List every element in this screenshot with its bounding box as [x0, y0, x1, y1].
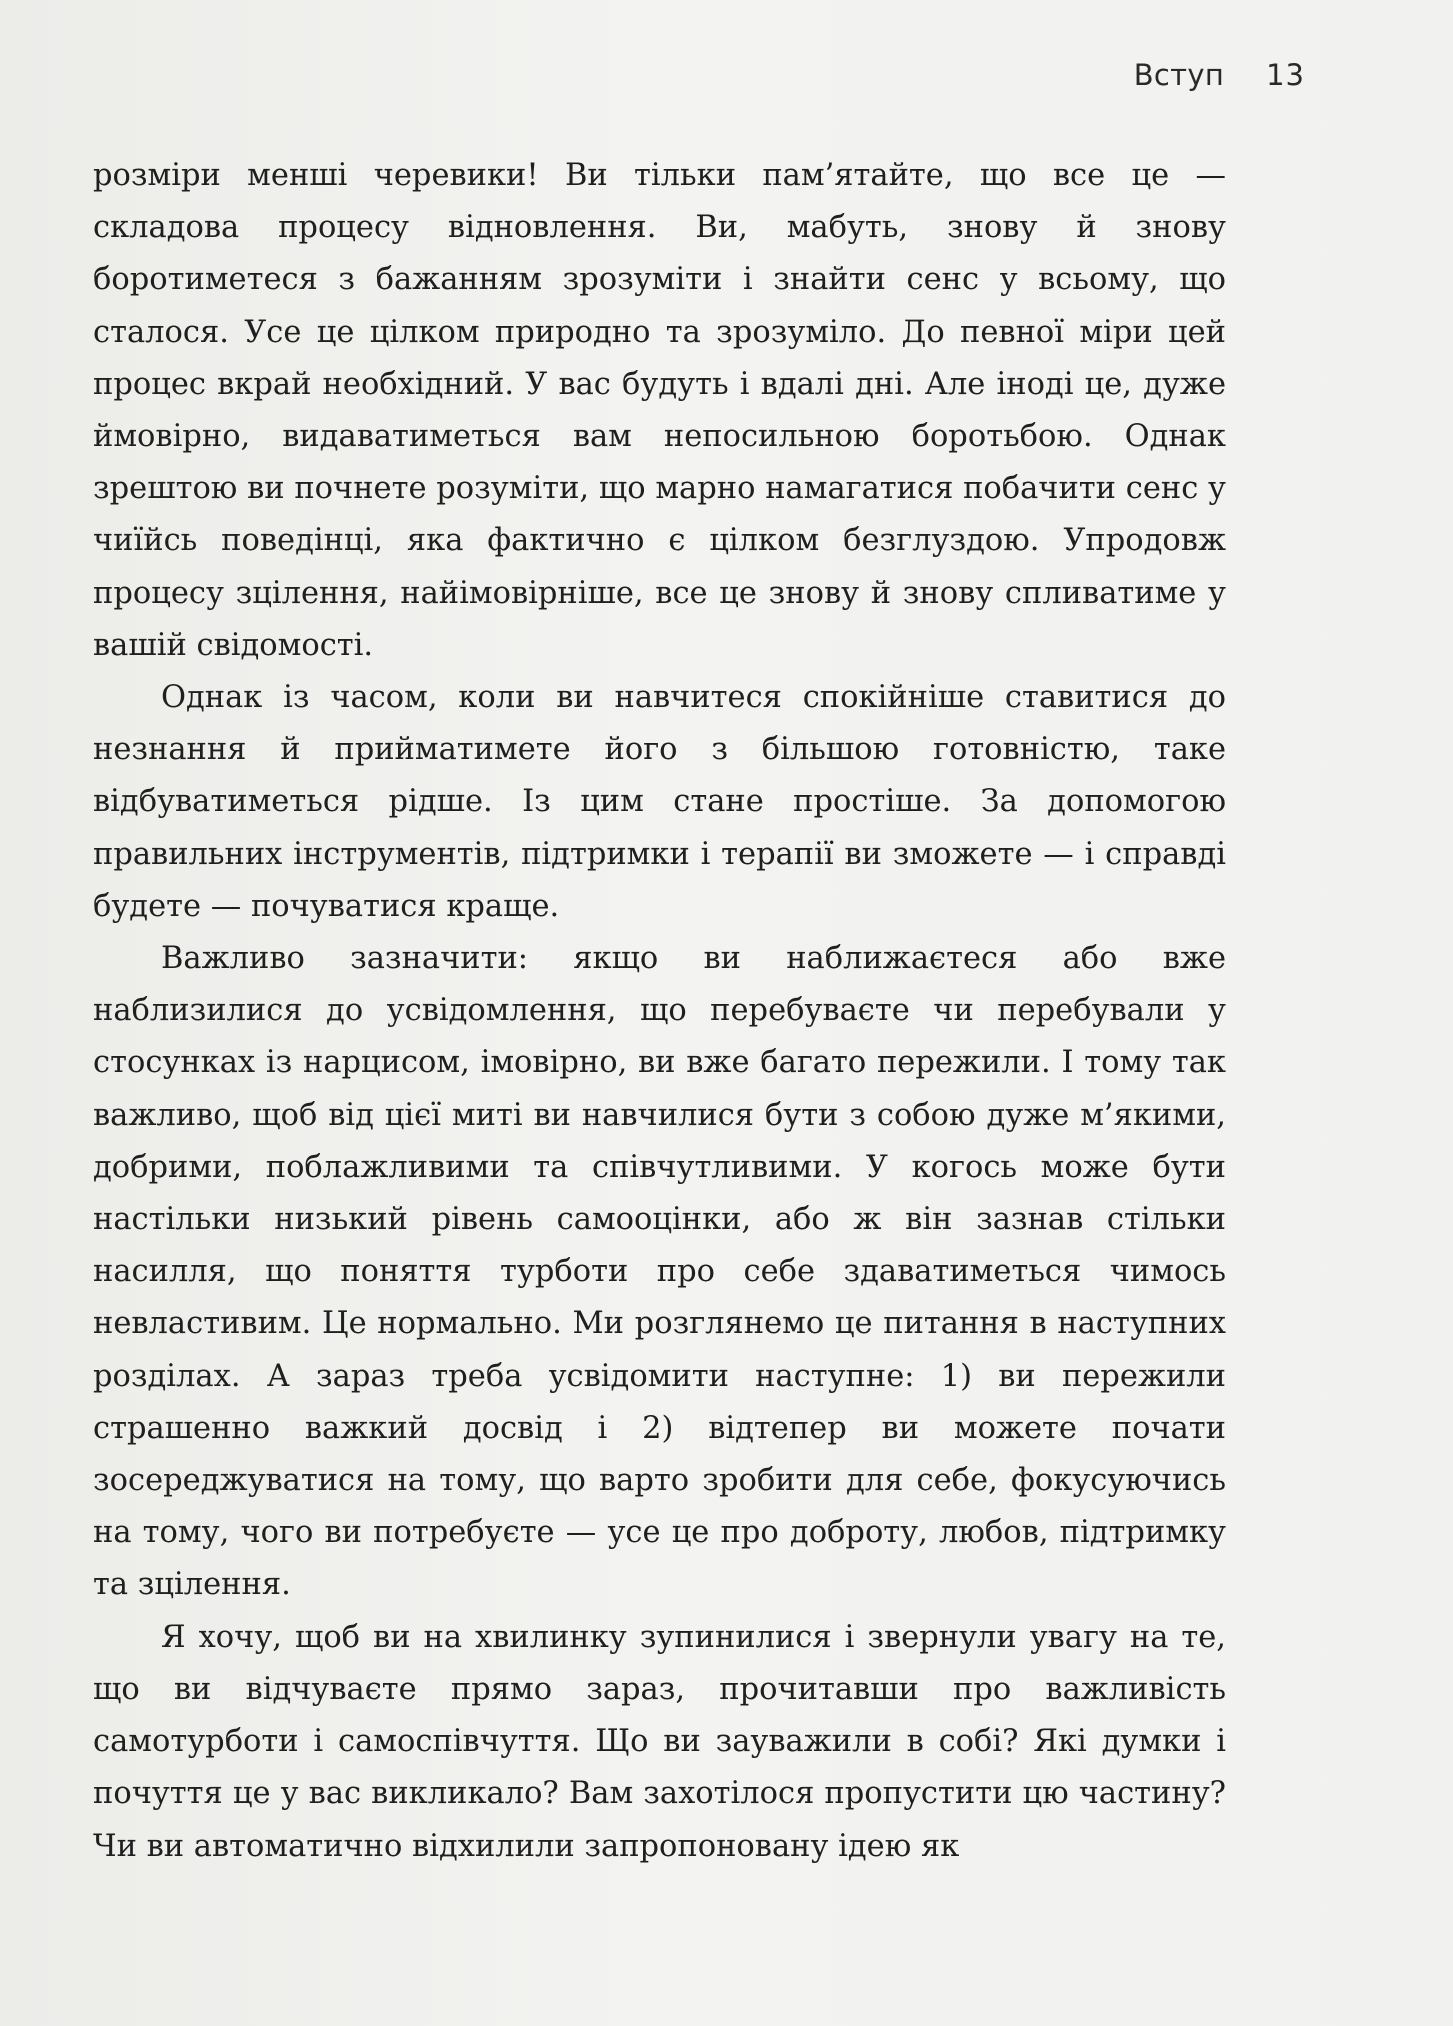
paragraph: Важливо зазначити: якщо ви наближаєтеся або вже наблизилися до усвідомлення, що перебуваєте чи перебували у стосунках із нарцисом, імовірно, ви вже багато пережили. І тому так важливо, щоб від цієї миті ви навчилися бути з собою дуже м’якими, добрими, поблажливими та співчутливими. У когось може бути настільки низький рівень самооцінки, або ж він зазнав стільки насилля, що поняття турботи про себе здаватиметься чимось невластивим. Це нормально. Ми розглянемо це питання в наступних розділах. А зараз треба усвідомити наступне: 1) ви пережили страшенно важкий досвід і 2) відтепер ви можете почати зосереджуватися на тому, що варто зробити для себе, фокусуючись на тому, чого ви потребуєте — усе це про доброту, любов, підтримку та зцілення.	[93, 941, 1226, 1603]
running-header	[1134, 58, 1305, 92]
page-number: 13	[1266, 58, 1305, 92]
body-text	[93, 150, 1226, 1873]
paragraph-continuation: розміри менші черевики! Ви тільки пам’ятайте, що все це — складова процесу відновлення. Ви, мабуть, знову й знову боротиметеся з бажанням зрозуміти і знайти сенс у всьому, що сталося. Усе це цілком природно та зрозуміло. До певної міри цей процес вкрай необхідний. У вас будуть і вдалі дні. Але іноді це, дуже ймовірно, видаватиметься вам непосильною боротьбою. Однак зрештою ви почнете розуміти, що марно намагатися побачити сенс у чиїйсь поведінці, яка фактично є цілком безглуздою. Упродовж процесу зцілення, найімовірніше, все це знову й знову спливатиме у вашій свідомості.	[93, 158, 1226, 663]
paragraph: Я хочу, щоб ви на хвилинку зупинилися і звернули увагу на те, що ви відчуваєте прямо зараз, прочитавши про важливість самотурботи і самоспівчуття. Що ви зауважили в собі? Які думки і почуття це у вас викликало? Вам захотілося пропустити цю частину? Чи ви автоматично відхилили запропоновану ідею як	[93, 1619, 1226, 1864]
paragraph: Однак із часом, коли ви навчитеся спокійніше ставитися до незнання й прийматимете його з більшою готовністю, таке відбуватиметься рідше. Із цим стане простіше. За допомогою правильних інструментів, підтримки і терапії ви зможете — і справді будете — почуватися краще.	[93, 680, 1226, 924]
section-title: Вступ	[1133, 58, 1225, 92]
